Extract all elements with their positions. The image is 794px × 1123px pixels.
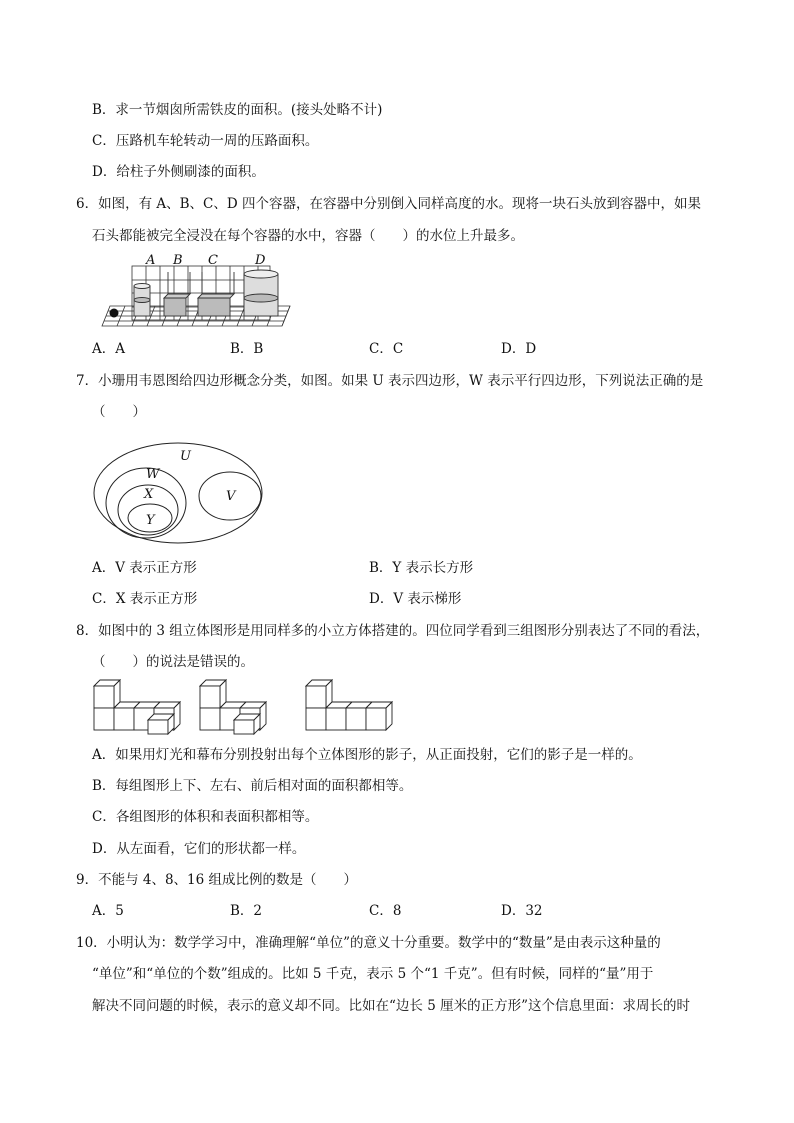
q6-option-c: C．C — [369, 341, 404, 357]
q10-stem-line3: 解决不同问题的时候，表示的意义却不同。比如在“边长 5 厘米的正方形”这个信息里面：求周长的时 — [92, 998, 690, 1014]
q6-stem-line1: 6．如图，有 A、B、C、D 四个容器，在容器中分别倒入同样高度的水。现将一块石头放到容器中，如果 — [76, 196, 701, 212]
q9-option-b: B．2 — [230, 903, 263, 919]
cube-group-2 — [200, 680, 266, 734]
container-a — [134, 284, 150, 317]
q7-option-a: A．V 表示正方形 — [92, 560, 197, 576]
q8-cube-figures — [94, 678, 404, 734]
q7-option-b: B．Y 表示长方形 — [369, 560, 474, 576]
q7-option-c: C．X 表示正方形 — [92, 591, 198, 607]
q6-option-a: A．A — [92, 341, 125, 357]
q5-option-d: D．给柱子外侧刷漆的面积。 — [92, 164, 265, 180]
venn-label-y: Y — [146, 513, 155, 528]
q7-stem-line2: （ ） — [92, 404, 146, 420]
q8-stem-line1: 8．如图中的 3 组立体图形是用同样多的小立方体搭建的。四位同学看到三组图形分别表达了不同的看法， — [76, 623, 710, 639]
venn-label-w: W — [146, 467, 160, 482]
venn-label-u: U — [180, 449, 191, 464]
q8-option-b: B．每组图形上下、左右、前后相对面的面积都相等。 — [92, 778, 413, 794]
q8-option-c: C．各组图形的体积和表面积都相等。 — [92, 809, 319, 825]
q6-option-b: B．B — [230, 341, 264, 357]
q5-option-b: B．求一节烟囱所需铁皮的面积。(接头处略不计) — [92, 102, 383, 118]
label-b: B — [173, 253, 183, 268]
label-d: D — [255, 253, 266, 268]
q9-option-d: D．32 — [501, 903, 543, 919]
venn-label-x: X — [144, 487, 154, 502]
venn-label-v: V — [226, 489, 236, 504]
q8-option-a: A．如果用灯光和幕布分别投射出每个立体图形的影子，从正面投射，它们的影子是一样的。 — [92, 747, 642, 763]
label-a: A — [146, 253, 156, 268]
q10-stem-line1: 10．小明认为：数学学习中，准确理解“单位”的意义十分重要。数学中的“数量”是由表示这种量的 — [76, 935, 661, 951]
q6-containers-figure — [94, 252, 294, 332]
q7-stem-line1: 7．小珊用韦恩图给四边形概念分类，如图。如果 U 表示四边形，W 表示平行四边形，下列说法正确的是 — [76, 373, 704, 389]
q7-venn-diagram — [92, 438, 268, 544]
container-d — [244, 270, 278, 316]
label-c: C — [208, 253, 218, 268]
cube-group-3 — [306, 680, 392, 730]
q9-option-c: C．8 — [369, 903, 402, 919]
q8-stem-line2: （ ）的说法是错误的。 — [92, 654, 254, 670]
q7-option-d: D．V 表示梯形 — [369, 591, 462, 607]
cube-group-1 — [94, 680, 180, 734]
q6-stem-line2: 石头都能被完全浸没在每个容器的水中，容器（ ）的水位上升最多。 — [92, 228, 524, 244]
q6-option-d: D．D — [501, 341, 537, 357]
q5-option-c: C．压路机车轮转动一周的压路面积。 — [92, 133, 319, 149]
q8-option-d: D．从左面看，它们的形状都一样。 — [92, 841, 306, 857]
q10-stem-line2: “单位”和“单位的个数”组成的。比如 5 千克，表示 5 个“1 千克”。但有时候，同样的“量”用于 — [92, 966, 654, 982]
q9-stem: 9．不能与 4、8、16 组成比例的数是（ ） — [76, 872, 358, 888]
q9-option-a: A．5 — [92, 903, 124, 919]
stone-icon — [110, 309, 119, 318]
container-b — [164, 272, 190, 316]
